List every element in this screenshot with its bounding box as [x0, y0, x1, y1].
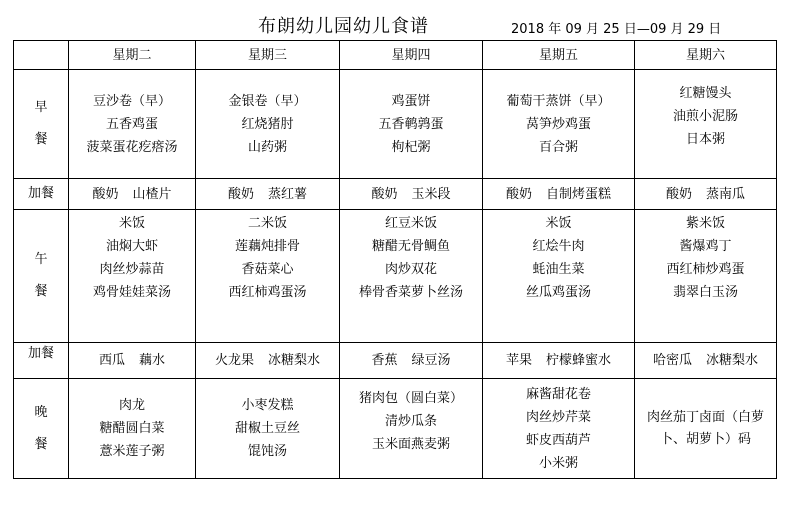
meal-label-breakfast — [14, 70, 69, 179]
menu-cell — [635, 379, 777, 479]
dish: 山楂片 — [132, 186, 172, 202]
dish: 西红柿鸡蛋汤 — [228, 285, 307, 300]
meal-label-text: 晚餐 — [34, 404, 48, 452]
dish: 西红柿炒鸡蛋 — [666, 262, 745, 277]
dish: 五香鸡蛋 — [105, 116, 158, 132]
dish: 玉米段 — [411, 186, 451, 202]
dinner-row — [14, 379, 777, 479]
dish: 酸奶 — [371, 186, 398, 202]
menu-cell — [635, 70, 777, 179]
dish: 蒸南瓜 — [706, 186, 746, 202]
dish: 蒸红薯 — [268, 186, 308, 202]
dish: 棒骨香菜萝卜丝汤 — [358, 285, 463, 300]
dish: 冰糖梨水 — [268, 353, 321, 368]
dish: 翡翠白玉汤 — [672, 285, 738, 300]
meal-label-dinner — [14, 379, 69, 479]
dish: 金银卷（早） — [228, 93, 307, 109]
dish: 油煎小泥肠 — [672, 109, 738, 124]
dish: 肉丝炒蒜苗 — [99, 262, 165, 277]
dish: 冰糖梨水 — [706, 353, 759, 368]
dish: 酸奶 — [505, 186, 532, 202]
menu-cell — [635, 343, 777, 379]
dish: 豆沙卷（早） — [92, 93, 171, 109]
dish: 虾皮西葫芦 — [525, 432, 591, 448]
dish: 糖醋无骨鲷鱼 — [371, 239, 450, 254]
dish: 酸奶 — [665, 186, 692, 202]
dish: 西瓜 — [98, 353, 125, 368]
dish: 五香鹌鹑蛋 — [378, 116, 444, 132]
menu-cell — [340, 210, 483, 343]
dish: 香菇菜心 — [241, 262, 294, 277]
dish: 绿豆汤 — [411, 353, 451, 368]
menu-cell — [196, 210, 340, 343]
dish: 糖醋圆白菜 — [99, 421, 165, 436]
menu-cell — [483, 343, 635, 379]
dish: 蚝油生菜 — [532, 262, 585, 277]
dish: 鸡蛋饼 — [391, 93, 431, 109]
dish: 莴笋炒鸡蛋 — [525, 116, 591, 132]
menu-cell — [196, 379, 340, 479]
menu-cell — [340, 179, 483, 210]
dish: 鸡骨娃娃菜汤 — [92, 285, 171, 300]
dish: 小米粥 — [538, 455, 578, 471]
menu-cell — [635, 179, 777, 210]
dish: 莲藕炖排骨 — [234, 239, 300, 254]
snack-row-morning — [14, 179, 777, 210]
menu-cell — [69, 179, 196, 210]
meal-label-snack: 加餐 — [14, 179, 69, 210]
corner-cell — [14, 41, 69, 70]
dish: 麻酱甜花卷 — [525, 386, 591, 402]
dish: 藕水 — [139, 353, 166, 368]
dish: 百合粥 — [538, 139, 578, 155]
menu-cell — [483, 210, 635, 343]
day-header: 星期四 — [340, 41, 483, 70]
dish: 二米饭 — [247, 216, 287, 231]
dish: 薏米莲子粥 — [99, 444, 165, 459]
dish: 红烧猪肘 — [241, 116, 294, 132]
menu-cell — [340, 379, 483, 479]
dish: 甜椒土豆丝 — [234, 421, 300, 436]
menu-cell — [483, 70, 635, 179]
dish: 红豆米饭 — [384, 216, 437, 231]
dish: 肉丝炒芹菜 — [525, 409, 591, 425]
dish: 哈密瓜 — [652, 353, 692, 368]
dish: 山药粥 — [247, 139, 287, 155]
dish: 米饭 — [545, 216, 572, 231]
menu-cell — [196, 70, 340, 179]
dish: 清炒瓜条 — [384, 414, 437, 429]
date-range: 2018 年 09 月 25 日—09 月 29 日 — [511, 22, 722, 37]
dish: 红烩牛肉 — [532, 239, 585, 254]
dish: 酸奶 — [92, 186, 119, 202]
day-header: 星期二 — [69, 41, 196, 70]
day-header: 星期三 — [196, 41, 340, 70]
dish: 香蕉 — [371, 353, 398, 368]
dish: 紫米饭 — [685, 216, 725, 231]
dish: 苹果 — [505, 353, 532, 368]
dish: 葡萄干蒸饼（早） — [506, 93, 611, 109]
menu-cell — [69, 70, 196, 179]
dish: 油焖大虾 — [105, 239, 158, 254]
header-row — [14, 41, 777, 70]
menu-cell — [69, 210, 196, 343]
menu-cell — [340, 70, 483, 179]
menu-cell — [340, 343, 483, 379]
dish: 日本粥 — [685, 132, 725, 147]
meal-label-text: 午餐 — [34, 252, 48, 299]
dish: 火龙果 — [214, 353, 254, 368]
page-header — [0, 0, 788, 40]
breakfast-row — [14, 70, 777, 179]
day-header: 星期五 — [483, 41, 635, 70]
meal-label-lunch — [14, 210, 69, 343]
dish: 肉丝茄丁卤面（白萝卜、胡萝卜）码 — [646, 409, 764, 447]
dish: 红糖馒头 — [679, 86, 732, 101]
dish: 肉炒双花 — [384, 262, 437, 277]
menu-cell — [196, 179, 340, 210]
dish: 菠菜蛋花疙瘩汤 — [86, 139, 178, 155]
dish: 猪肉包（圆白菜） — [358, 391, 463, 406]
dish: 柠檬蜂蜜水 — [546, 353, 612, 368]
dish: 酱爆鸡丁 — [679, 239, 732, 254]
dish: 小枣发糕 — [241, 398, 294, 413]
dish: 枸杞粥 — [391, 139, 431, 155]
lunch-row — [14, 210, 777, 343]
dish: 玉米面燕麦粥 — [371, 437, 450, 452]
meal-label-text: 早餐 — [34, 100, 48, 147]
menu-cell — [196, 343, 340, 379]
page-title: 布朗幼儿园幼儿食谱 — [258, 16, 429, 37]
dish: 自制烤蛋糕 — [546, 186, 612, 202]
menu-cell — [483, 179, 635, 210]
snack-row-afternoon — [14, 343, 777, 379]
menu-cell — [635, 210, 777, 343]
dish: 酸奶 — [227, 186, 254, 202]
dish: 丝瓜鸡蛋汤 — [525, 285, 591, 300]
dish: 馄饨汤 — [247, 444, 287, 459]
menu-table — [13, 40, 777, 479]
meal-label-snack: 加餐 — [14, 343, 69, 379]
menu-cell — [69, 343, 196, 379]
dish: 肉龙 — [118, 398, 145, 413]
menu-cell — [69, 379, 196, 479]
menu-cell — [483, 379, 635, 479]
dish: 米饭 — [118, 216, 145, 231]
day-header: 星期六 — [635, 41, 777, 70]
